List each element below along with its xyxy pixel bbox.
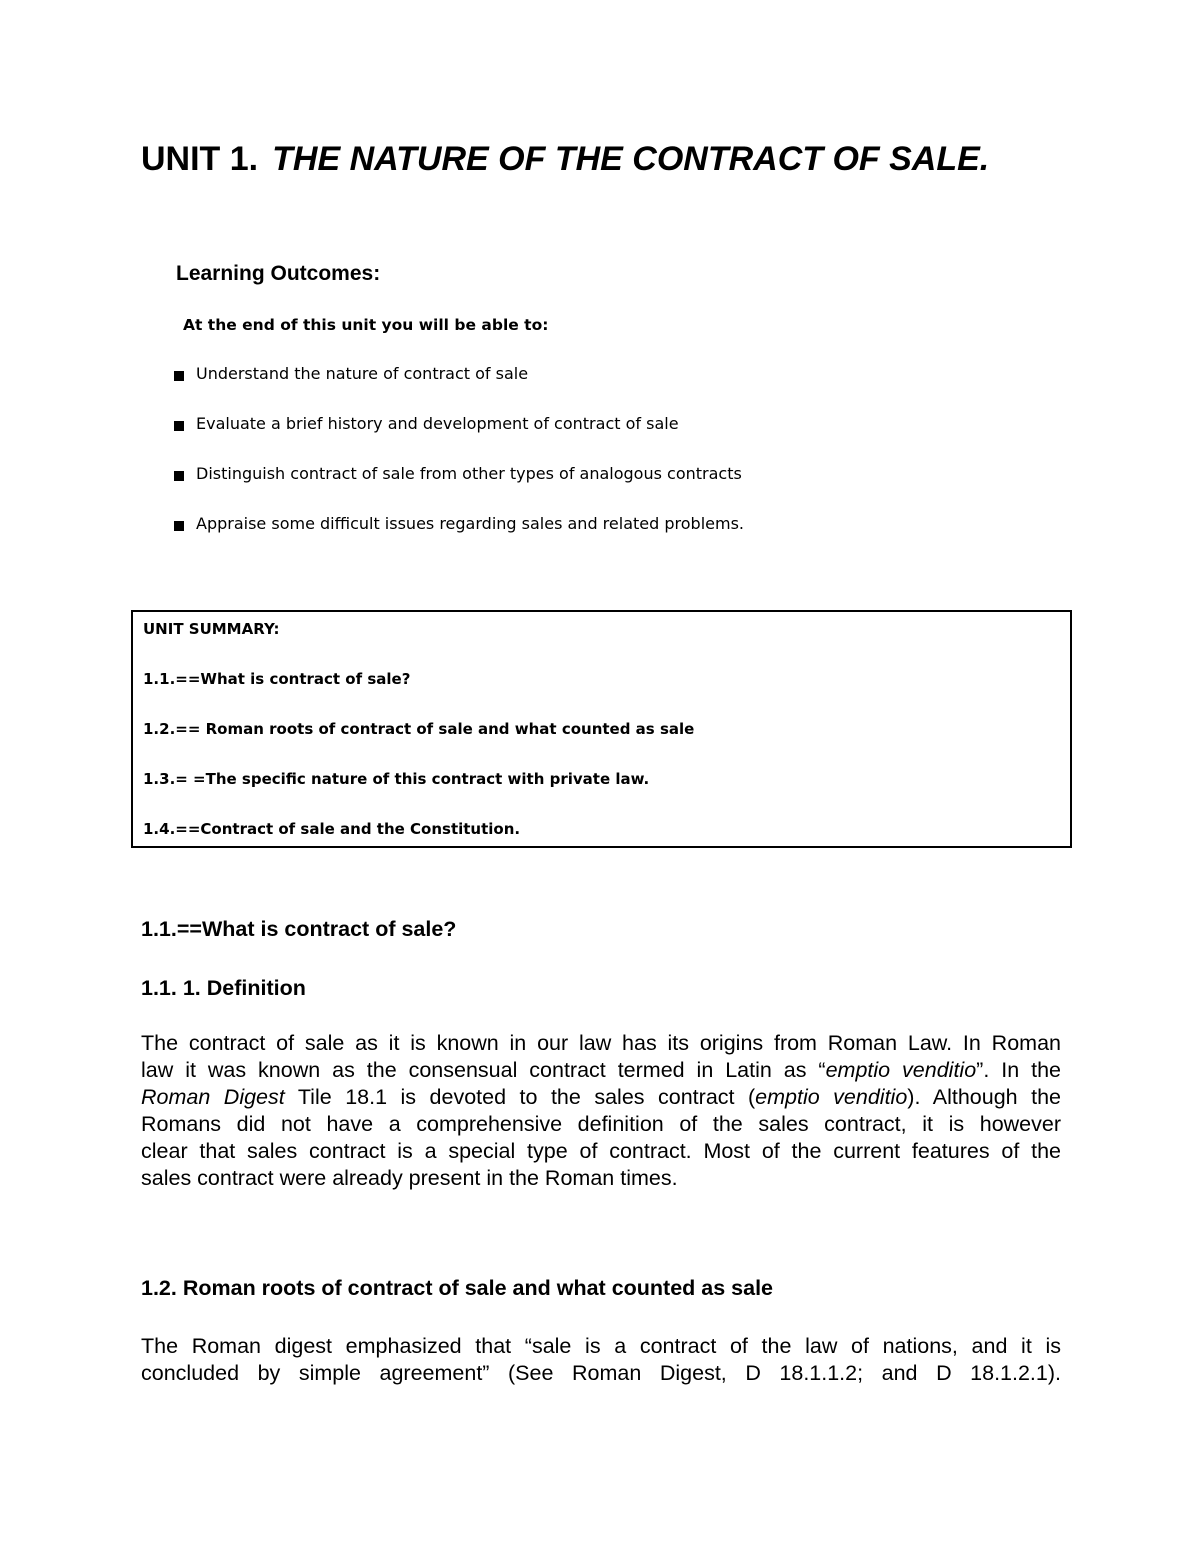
- unit-title: [141, 140, 989, 179]
- text-run: law it was known as the consensual contract termed in Latin as “: [141, 1058, 826, 1082]
- unit-name: THE NATURE OF THE CONTRACT OF SALE.: [272, 140, 990, 178]
- learning-outcomes-list: [174, 364, 744, 564]
- unit-summary-item: 1.4.==Contract of sale and the Constitution.: [143, 820, 521, 838]
- square-bullet-icon: [174, 471, 184, 481]
- roman-roots-paragraph: [141, 1333, 1061, 1387]
- definition-paragraph: [141, 1030, 1061, 1192]
- learning-outcome-text: Distinguish contract of sale from other types of analogous contracts: [196, 464, 742, 483]
- unit-summary-item: 1.1.==What is contract of sale?: [143, 670, 411, 688]
- paragraph-line: The Roman digest emphasized that “sale is a contract of the law of nations, and it is: [141, 1334, 1061, 1358]
- unit-number: UNIT 1.: [141, 140, 259, 178]
- unit-summary-title: UNIT SUMMARY:: [143, 620, 280, 638]
- learning-outcome-item: [174, 364, 744, 414]
- learning-outcome-text: Evaluate a brief history and development of contract of sale: [196, 414, 679, 433]
- unit-summary-item: 1.2.== Roman roots of contract of sale and what counted as sale: [143, 720, 695, 738]
- paragraph-line: sales contract were already present in the Roman times.: [141, 1166, 678, 1190]
- learning-outcome-text: Appraise some difficult issues regarding sales and related problems.: [196, 514, 744, 533]
- source-title: Roman Digest: [141, 1085, 285, 1109]
- unit-summary-list: [143, 670, 694, 870]
- paragraph-line: The contract of sale as it is known in our law has its origins from Roman Law. In Roman: [141, 1031, 1061, 1055]
- paragraph-line: concluded by simple agreement” (See Roman Digest, D 18.1.1.2; and D 18.1.2.1).: [141, 1361, 1061, 1385]
- learning-outcomes-heading: Learning Outcomes:: [176, 262, 381, 285]
- learning-outcome-item: [174, 414, 744, 464]
- learning-outcome-item: [174, 464, 744, 514]
- section-1-1-1-subheading: 1.1. 1. Definition: [141, 976, 306, 1000]
- learning-outcomes-intro: At the end of this unit you will be able to:: [183, 316, 549, 334]
- square-bullet-icon: [174, 371, 184, 381]
- square-bullet-icon: [174, 421, 184, 431]
- unit-summary-box: [131, 610, 1072, 848]
- paragraph-line: clear that sales contract is a special type of contract. Most of the current features of the: [141, 1139, 1061, 1163]
- paragraph-line: [141, 1084, 1061, 1111]
- text-run: ”. In the: [976, 1058, 1061, 1082]
- paragraph-line: [141, 1057, 1061, 1084]
- section-1-2-heading: 1.2. Roman roots of contract of sale and what counted as sale: [141, 1276, 774, 1300]
- latin-term: emptio venditio: [825, 1058, 977, 1082]
- latin-term: emptio venditio: [755, 1085, 908, 1109]
- square-bullet-icon: [174, 521, 184, 531]
- unit-summary-item: 1.3.= =The specific nature of this contract with private law.: [143, 770, 650, 788]
- paragraph-line: Romans did not have a comprehensive definition of the sales contract, it is however: [141, 1112, 1061, 1136]
- learning-outcome-item: [174, 514, 744, 564]
- text-run: ). Although the: [907, 1085, 1061, 1109]
- learning-outcome-text: Understand the nature of contract of sale: [196, 364, 529, 383]
- section-1-1-heading: 1.1.==What is contract of sale?: [141, 917, 457, 941]
- text-run: Tile 18.1 is devoted to the sales contract (: [284, 1085, 756, 1109]
